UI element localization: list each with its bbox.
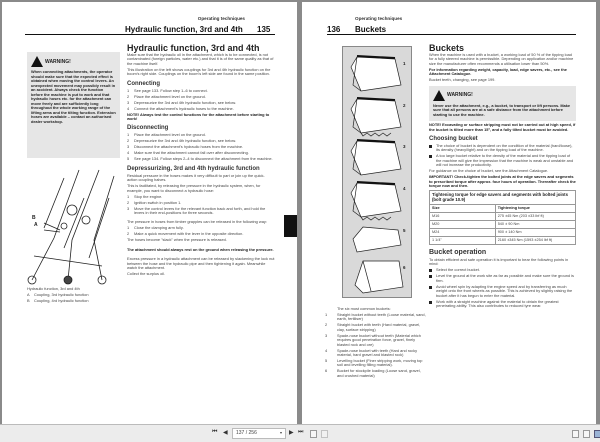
caption-text: Coupling, 3rd hydraulic function: [34, 292, 89, 297]
paragraph: This illustration on the left shows couplings for 3rd and 4th hydraulic function on the boom's right side. Couplings on the boom's left side are found in the same position.: [127, 66, 271, 77]
cell: M24: [430, 228, 496, 236]
legend-item: [325, 323, 427, 332]
figure-caption: [27, 287, 122, 305]
paragraph: To obtain efficient and safe operation it is important to bear the following points in mind:: [429, 256, 569, 267]
caption-title: Hydraulic function, 3rd and 4th: [27, 286, 80, 291]
section-label: Operating techniques: [197, 16, 245, 21]
step: Stop the engine.: [134, 193, 163, 199]
heading-choosing-bucket: Choosing bucket: [429, 135, 478, 142]
table-header: Size: [430, 204, 496, 212]
paragraph: Collect the surplus oil.: [127, 271, 166, 277]
legend-number: 6: [325, 368, 328, 374]
bold-paragraph: For information regarding weight, capacity, load, edge savers, etc., see the Attachment Catalogue.: [429, 66, 567, 77]
legend-number: 1: [325, 312, 328, 317]
cell: 540 ± 90 Nm: [495, 220, 575, 228]
table-row: [430, 220, 576, 228]
cell: 900 ± 140 Nm: [495, 228, 575, 236]
continuous-view-icon[interactable]: [583, 430, 590, 438]
paragraph: For guidance on the choice of bucket, see the Attachment Catalogue.: [429, 168, 549, 174]
legend-item: [325, 359, 427, 368]
figure-number: 5: [403, 228, 406, 233]
buckets-drawing: [343, 47, 413, 299]
bucket-drawing: [351, 56, 401, 91]
legend-number: 5: [325, 358, 328, 364]
step: Place the attachment level on the ground.: [134, 132, 206, 138]
legend-item: [325, 349, 427, 358]
table-row: [430, 212, 576, 220]
chapter-tab: [284, 215, 297, 237]
copy-icon[interactable]: [310, 430, 317, 438]
paragraph: When the machine is used with a bucket, a working load of 50 % of the tipping load for a fully steered machine is permissible. Depending on application and/or machine size the manufacturer often recommends a utilisation lower than 50%.: [429, 52, 574, 66]
legend-number: 3: [325, 332, 328, 338]
figure-number: 3: [403, 144, 406, 149]
legend-item: [325, 313, 427, 322]
bucket-drawing: [351, 140, 401, 175]
warning-title: WARNING!: [447, 92, 473, 99]
cell: 1 1/4": [430, 236, 496, 244]
step: See page 133. Follow step 1–6 to connect.: [134, 87, 208, 93]
figure-number: 4: [403, 186, 406, 191]
bullet: Avoid wheel spin by adapting the engine speed and by transferring as much weight onto the front wheels as possible. This is achieved by slightly raising the bucket after it has begun to enter the material.: [436, 283, 573, 298]
caption-text: Coupling, 4rd hydraulic function: [34, 298, 89, 303]
step: Make sure that the attachment cannot fall over after disconnecting.: [134, 150, 249, 156]
header-rule: [327, 34, 576, 35]
viewer-toolbar: [0, 424, 600, 442]
bucket-drawing: [351, 182, 401, 220]
note: NOTE! Always test the control functions for the attachment before starting to work!: [127, 111, 270, 122]
page-display: 137 / 256: [236, 430, 257, 436]
paste-icon[interactable]: [321, 430, 328, 438]
warning-text: When connecting attachments, the operator should make sure that the expected effect is obtained when moving the control levers. An unexpected movement may possibly result in an accident. Always check the function before the machine is put to work and that hydraulic hoses etc. for the attachment can move freely and are sufficiently long throughout the whole working range of the lifting arms and the tilting function. Extension hoses are available – contact an authorised dealer workshop.: [31, 69, 116, 124]
paragraph: Bucket teeth, changing, see page 199.: [429, 77, 496, 83]
caption-key: A: [27, 292, 30, 297]
paragraph: This is facilitated, by releasing the pressure in the hydraulic system, when, for example, you want to disconnect a hydraulic hose:: [127, 183, 261, 193]
legend-text: Levelling bucket (Finer stripping work, moving top soil and levelling filling material).: [337, 358, 423, 368]
header-title: Hydraulic function, 3rd and 4th: [125, 25, 243, 34]
bucket-drawing: [353, 227, 401, 252]
cell: M20: [430, 220, 496, 228]
warning-text: Never use the attachment, e.g., a bucket, to transport or lift persons. Make sure that all persons are at a safe distance from the attachment before starting to use the machine.: [433, 102, 571, 117]
header-title: Buckets: [355, 25, 387, 34]
important-note: IMPORTANT! Check-tighten the bolted joints at the edge savers and segments to prescribed torque after approx. four hours of operation. Thereafter check the torque now and then.: [429, 174, 576, 188]
warning-box: [27, 52, 120, 158]
single-page-view-icon[interactable]: [572, 430, 579, 438]
cell: 2160 ±345 Nm (1593 ±254 lbf ft): [495, 236, 575, 244]
page-number: 136: [327, 25, 341, 34]
bullet: A too large bucket relative to the density of the material and the tipping load of the machine will give the impression that the machine is weak and unstable and will not increase the productivity.: [436, 153, 574, 168]
buckets-illustration: [342, 46, 412, 298]
right-page: [302, 2, 596, 424]
legend-text: Straight bucket without teeth (Loose material, sand, earth, fertiliser): [337, 312, 426, 322]
legend-text: Straight bucket with teeth (Hard material, gravel, clay, surface stripping): [337, 322, 421, 332]
table-header: Tightening torque: [495, 204, 575, 212]
paragraph: The pressure in hoses from timber grapples can be released in the following way:: [127, 219, 267, 225]
legend-item: [325, 369, 427, 378]
step: Move the control levers for the relevant function back and forth, and hold the levers in their end-positions for three seconds.: [134, 205, 266, 216]
cell: M16: [430, 212, 496, 220]
step: Depressurize the 3rd and 4th hydraulic function, see below.: [134, 99, 237, 105]
main-column: [429, 43, 576, 310]
left-page: [2, 2, 297, 424]
figure-label-a: A: [34, 222, 38, 228]
legend-text: Bucket for stockpile loading (Loose sand, gravel, and crushed material): [337, 368, 421, 378]
paragraph: Excess pressure in a hydraulic attachment can be released by slackening the lock nut between the hose and the hydraulic pipe and then tightening it again. Meanwhile watch the attachment.: [127, 256, 275, 271]
table-row: [430, 236, 576, 244]
table-row: [430, 228, 576, 236]
page-title: Buckets: [429, 43, 465, 53]
heading-disconnecting: Disconnecting: [127, 125, 169, 132]
step: Disconnect the attachment's hydraulic hoses from the machine.: [134, 144, 244, 150]
step: Ignition switch in position 1.: [134, 199, 182, 205]
legend-number: 2: [325, 322, 328, 328]
step: Make a quick movement with the lever in the opposite direction.: [134, 231, 244, 237]
bullet: The choice of bucket is dependent on the condition of the material (hard/loose), its density (heavy/light) and on the tipping load of the machine.: [436, 142, 573, 153]
figure-number: 6: [403, 265, 406, 270]
prev-page-icon[interactable]: ◀: [223, 430, 228, 436]
figure-number: 1: [403, 61, 406, 66]
warning-icon: [31, 56, 43, 67]
note: NOTE! Excavating or surface stripping must not be carried out at high speed, if the bucket is tilted more than 15°, and a fully tilted bucket must be avoided.: [429, 122, 576, 132]
main-column: Hydraulic function, 3rd and 4th Make sure that the hydraulic oil in the attachment, which is to be connected, is not contaminated (foreign particles, water etc.) and that it is of the same quality as that of the machine itself. This illustration on the left shows couplings for 3rd and 4th hydraulic function on the boom's right side. Couplings on the boom's left side are found in the same position. Connecting 1 See page 133. Follow step 1–6 to connect. 2 Place the attachment level on the ground. 3 Depressurize the 3rd and 4th hydraulic function, see below. 4 Connect the attachment's hydraulic hoses to the machine. NOTE! Always test the control functions for the attachment before starting to work! Disconnecting 1 Place the attachment level on the ground. 2 Depressurize the 3rd and 4th hydraulic function, see below. 3 Disconnect the attachment's hydraulic hoses from the machine. 4 Make sure that the attachment cannot fall over after disconnecting. 5 See page 134. Follow steps 2–4 to disconnect the attachment from the machine. Depressurizing, 3rd and 4th hydraulic function Residual pressure in the hoses makes it very difficult to part or join up the quick-action coupling halves. This is facilitated, by releasing the pressure in the hydraulic system, when, for example, you want to disconnect a hydraulic hose: 1 Stop the engine. 2 Ignition switch in position 1. 3 Move the control levers for the relevant function back and forth, and hold the levers in their end-positions for three seconds. The pressure in hoses from timber grapples can be released in the following way: 1 Close the clamping arm fully. 2 Make a quick movement with the lever in the opposite direction. The hoses become "slack" when the pressure is released. The attachment should always rest on the ground when releasing the pressure. Excess pressure in a hydraulic attachment can be released by slackening the lock nut between the hose and the hydraulic pipe and then tightening it again. Meanwhile watch the attachment. Collect the surplus oil.: [127, 43, 275, 277]
step: Place the attachment level on the ground.: [134, 93, 206, 99]
heading-depressurizing: Depressurizing, 3rd and 4th hydraulic function: [127, 165, 260, 172]
two-page-view-icon[interactable]: [594, 430, 600, 438]
paragraph: Make sure that the hydraulic oil in the attachment, which is to be connected, is not contaminated (foreign particles, water etc.) and that it is of the same quality as that of the machine itself.: [127, 52, 274, 66]
last-page-icon[interactable]: ⏭: [298, 429, 304, 435]
heading-connecting: Connecting: [127, 80, 160, 87]
page-dropdown-icon[interactable]: ▾: [279, 430, 282, 435]
next-page-icon[interactable]: ▶: [289, 430, 294, 436]
bucket-drawing: [351, 98, 401, 136]
bullet: Select the correct bucket.: [436, 267, 480, 273]
step: See page 134. Follow steps 2–4 to disconnect the attachment from the machine.: [134, 156, 273, 162]
legend-number: 4: [325, 347, 328, 353]
step: Connect the attachment's hydraulic hoses to the machine.: [134, 105, 234, 111]
bold-note: The attachment should always rest on the ground when releasing the pressure.: [127, 246, 274, 252]
figure-label-b: B: [32, 215, 36, 221]
page-number-input[interactable]: [232, 428, 286, 439]
torque-table: [429, 190, 576, 245]
legend-text: Spade-nose bucket without teeth (Material which requires good penetration force, gravel, finely blasted rock and ore): [337, 332, 421, 347]
hydraulic-illustration: [24, 168, 124, 286]
bucket-drawing: [355, 261, 403, 293]
page-title: Hydraulic function, 3rd and 4th: [127, 43, 260, 53]
step: Depressurize the 3rd and 4th hydraulic function, see below.: [134, 138, 237, 144]
bullet: Level the ground at the work site as far as possible and make sure the ground is firm.: [436, 273, 574, 283]
header-rule: [25, 34, 275, 35]
bucket-legend: [325, 307, 427, 380]
first-page-icon[interactable]: ⏮: [212, 429, 218, 435]
warning-box: [429, 86, 576, 122]
paragraph: Residual pressure in the hoses makes it very difficult to part or join up the quick-action coupling halves.: [127, 172, 265, 183]
legend-intro: The six most common buckets:: [337, 306, 391, 311]
table-caption: Tightening torque for edge savers and segments with bolted joints (bolt grade 10.9): [430, 190, 576, 204]
section-label: Operating techniques: [355, 16, 403, 21]
cell: 275 ±45 Nm (203 ±33 lbf ft): [495, 212, 575, 220]
heading-bucket-operation: Bucket operation: [429, 248, 487, 256]
figure-number: 2: [403, 103, 406, 108]
bullet: Work with a straight machine against the material to obtain the greatest penetrating ability. This also contributes to reduced tyre wear.: [436, 298, 559, 308]
warning-title: WARNING!: [45, 58, 71, 65]
page-number: 135: [257, 25, 271, 34]
step: Close the clamping arm fully.: [134, 225, 184, 231]
legend-item: [325, 334, 427, 347]
caption-key: B: [27, 298, 30, 303]
legend-text: Spade-nose bucket with teeth (Hard and rocky material, hard gravel and blasted rock): [337, 347, 418, 358]
paragraph: The hoses become "slack" when the pressure is released.: [127, 237, 227, 243]
warning-icon: [433, 90, 445, 101]
